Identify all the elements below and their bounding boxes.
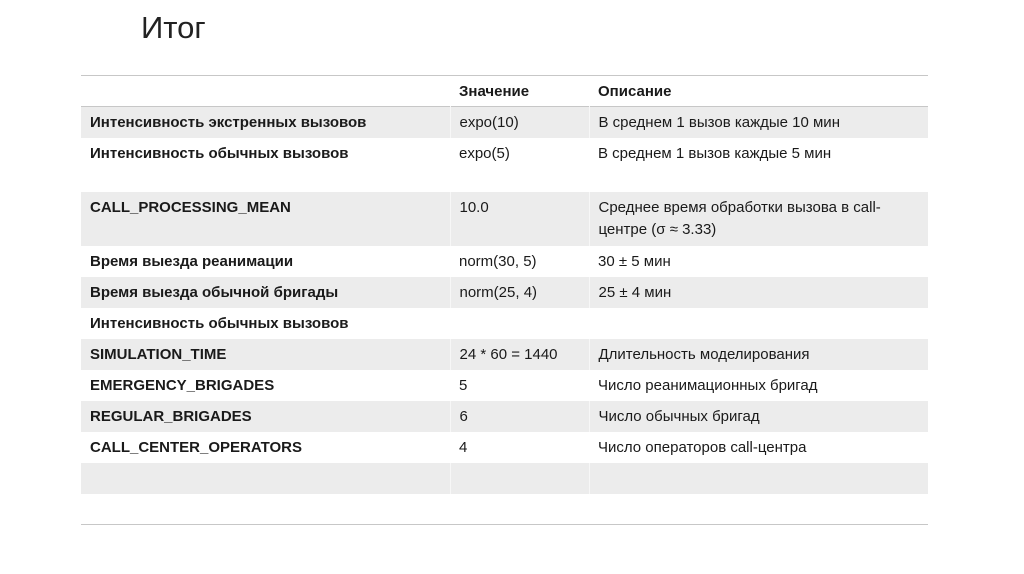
row-parameter: Интенсивность обычных вызовов: [90, 314, 349, 332]
table-row: [81, 192, 928, 246]
row-parameter: CALL_CENTER_OPERATORS: [90, 438, 302, 456]
row-description: 25 ± 4 мин: [589, 277, 928, 308]
header-value: Значение: [459, 82, 530, 100]
row-value: 10.0: [450, 192, 589, 246]
slide-title: Итог: [141, 10, 206, 45]
row-description: [589, 463, 928, 494]
row-description: Среднее время обработки вызова в call-центре (σ ≈ 3.33): [589, 192, 928, 246]
table-row: [81, 138, 928, 192]
header-parameter: [81, 76, 450, 107]
table-row: [81, 401, 928, 432]
row-parameter: Время выезда реанимации: [90, 252, 294, 270]
table-row: [81, 308, 928, 339]
row-parameter: SIMULATION_TIME: [81, 339, 450, 370]
row-value: expo(5): [459, 144, 510, 162]
row-parameter: EMERGENCY_BRIGADES: [90, 376, 275, 394]
row-parameter: CALL_PROCESSING_MEAN: [81, 192, 450, 246]
row-parameter: Интенсивность экстренных вызовов: [81, 107, 450, 138]
row-parameter: Время выезда обычной бригады: [81, 277, 450, 308]
row-value: 6: [450, 401, 589, 432]
table-row: [81, 370, 928, 401]
row-description: 30 ± 5 мин: [598, 252, 671, 270]
row-description: [589, 494, 928, 525]
summary-table: [81, 75, 928, 525]
row-description: Число обычных бригад: [589, 401, 928, 432]
table-row: [81, 494, 928, 525]
table-row: [81, 339, 928, 370]
row-parameter: REGULAR_BRIGADES: [81, 401, 450, 432]
row-description: Число реанимационных бригад: [598, 376, 818, 394]
summary-table-container: [81, 75, 928, 525]
row-value: [450, 463, 589, 494]
table-row: [81, 277, 928, 308]
table-row: [81, 463, 928, 494]
table-header-row: [81, 76, 928, 107]
row-value: 5: [459, 376, 468, 394]
row-value: norm(25, 4): [450, 277, 589, 308]
row-value: [450, 494, 589, 525]
header-description: Описание: [598, 82, 672, 100]
row-parameter: [81, 463, 450, 494]
row-value: norm(30, 5): [459, 252, 537, 270]
row-description: В среднем 1 вызов каждые 10 мин: [589, 107, 928, 138]
row-description: Число операторов call-центра: [598, 438, 807, 456]
row-description: В среднем 1 вызов каждые 5 мин: [598, 144, 832, 162]
row-value: [450, 308, 589, 339]
row-parameter: Интенсивность обычных вызовов: [90, 144, 349, 162]
row-value: 24 * 60 = 1440: [450, 339, 589, 370]
row-description: [589, 308, 928, 339]
row-description: Длительность моделирования: [589, 339, 928, 370]
row-value: 4: [459, 438, 468, 456]
table-row: [81, 432, 928, 463]
row-value: expo(10): [450, 107, 589, 138]
table-row: [81, 246, 928, 277]
table-row: [81, 107, 928, 138]
row-parameter: [81, 494, 450, 525]
